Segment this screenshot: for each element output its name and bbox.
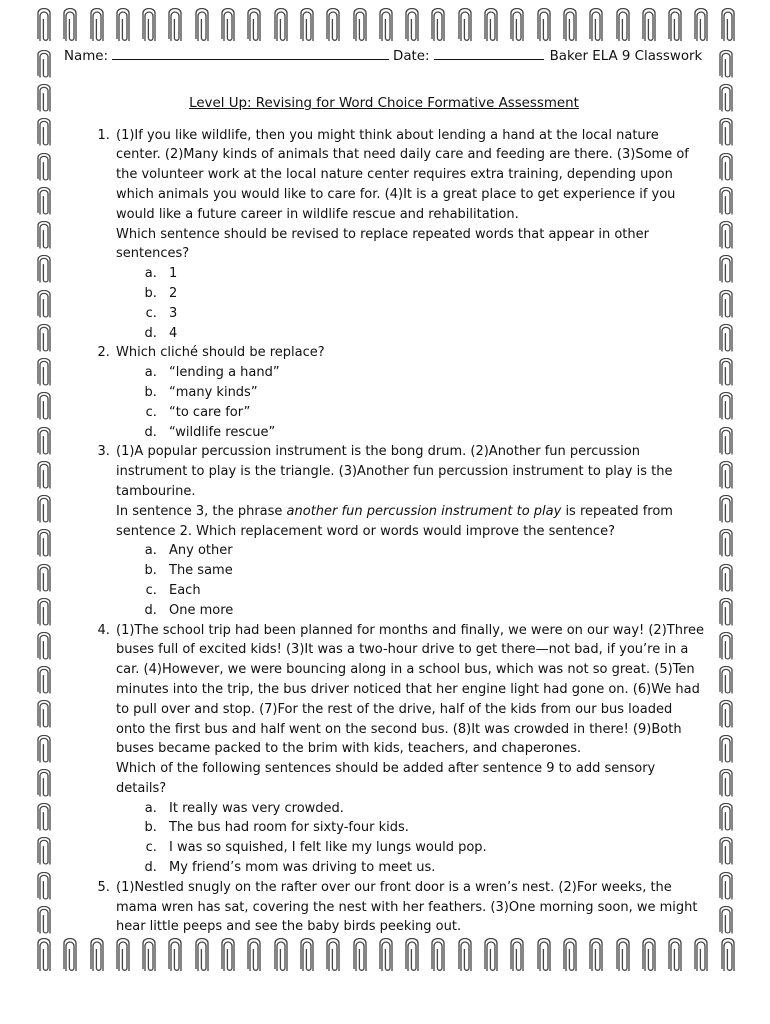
paperclip-icon xyxy=(36,666,52,696)
paperclip-icon xyxy=(615,8,631,44)
paperclip-icon xyxy=(718,700,734,730)
question-3-passage: 3. (1)A popular percussion instrument is the bong drum. (2)Another fun percussion instrument to play is the triangle. (3)Another fun percussion instrument to play is the tambourine. xyxy=(116,444,673,499)
paperclip-icon xyxy=(36,427,52,457)
answer-option: b. The same xyxy=(161,561,704,581)
paperclip-icon xyxy=(562,8,578,44)
paperclip-icon xyxy=(615,938,631,974)
paperclip-icon xyxy=(667,938,683,974)
paperclip-border-top xyxy=(36,8,736,48)
paperclip-icon xyxy=(378,938,394,974)
question-list xyxy=(64,126,704,938)
question-4 xyxy=(114,621,704,878)
paperclip-icon xyxy=(36,358,52,388)
paperclip-icon xyxy=(36,803,52,833)
paperclip-icon xyxy=(483,8,499,44)
paperclip-icon xyxy=(115,8,131,44)
question-2-options xyxy=(116,363,704,442)
answer-option: a. Any other xyxy=(161,541,704,561)
question-4-options xyxy=(116,799,704,878)
paperclip-icon xyxy=(718,255,734,285)
paperclip-icon xyxy=(718,906,734,936)
paperclip-icon xyxy=(718,598,734,628)
answer-option: d. One more xyxy=(161,601,704,621)
paperclip-icon xyxy=(141,938,157,974)
paperclip-icon xyxy=(588,938,604,974)
paperclip-icon xyxy=(36,84,52,114)
worksheet xyxy=(64,47,704,937)
paperclip-icon xyxy=(194,938,210,974)
paperclip-icon xyxy=(718,529,734,559)
paperclip-icon xyxy=(36,187,52,217)
answer-option: c. 3 xyxy=(161,304,704,324)
paperclip-border-bottom xyxy=(36,938,736,978)
paperclip-icon xyxy=(89,938,105,974)
paperclip-icon xyxy=(562,938,578,974)
prompt-italic-phrase: another fun percussion instrument to play xyxy=(286,503,562,519)
paperclip-icon xyxy=(720,938,736,974)
answer-option: a. “lending a hand” xyxy=(161,363,704,383)
paperclip-icon xyxy=(378,8,394,44)
paperclip-icon xyxy=(36,324,52,354)
paperclip-icon xyxy=(352,938,368,974)
paperclip-icon xyxy=(36,837,52,867)
paperclip-icon xyxy=(718,392,734,422)
paperclip-icon xyxy=(36,769,52,799)
name-label: Name: xyxy=(64,49,109,64)
paperclip-icon xyxy=(404,938,420,974)
answer-option: d. My friend’s mom was driving to meet us. xyxy=(161,858,704,878)
paperclip-border-left xyxy=(36,50,52,936)
paperclip-icon xyxy=(718,290,734,320)
paperclip-icon xyxy=(641,938,657,974)
question-4-passage: 4. (1)The school trip had been planned for months and finally, we were on our way! (2)Three buses full of excited kids! (3)It was a two-hour drive to get there—not bad, if you’re in a car. (4)However, we were bouncing along in a school bus, which was not so great. (5)Ten minutes into the trip, the bus driver noticed that her engine light had gone on. (6)We had to pull over and stop. (7)For the rest of the drive, half of the kids from our bus loaded onto the first bus and half went on the second bus. (8)It was crowded in there! (9)Both buses became packed to the brim with kids, teachers, and chaperones. xyxy=(116,622,705,757)
paperclip-icon xyxy=(36,700,52,730)
paperclip-icon xyxy=(667,8,683,44)
paperclip-icon xyxy=(718,769,734,799)
paperclip-icon xyxy=(718,837,734,867)
paperclip-icon xyxy=(36,8,52,44)
question-2-prompt: 2. Which cliché should be replace? xyxy=(116,345,325,361)
paperclip-icon xyxy=(141,8,157,44)
paperclip-icon xyxy=(536,938,552,974)
paperclip-icon xyxy=(36,598,52,628)
answer-option: d. “wildlife rescue” xyxy=(161,423,704,443)
answer-option: b. “many kinds” xyxy=(161,383,704,403)
paperclip-icon xyxy=(299,8,315,44)
paperclip-icon xyxy=(457,938,473,974)
paperclip-icon xyxy=(718,461,734,491)
paperclip-icon xyxy=(273,8,289,44)
name-blank[interactable] xyxy=(112,47,389,60)
question-2 xyxy=(114,343,704,442)
assessment-title: Level Up: Revising for Word Choice Formative Assessment xyxy=(189,95,579,111)
paperclip-icon xyxy=(36,153,52,183)
paperclip-icon xyxy=(718,872,734,902)
question-1-passage: 1. (1)If you like wildlife, then you might think about lending a hand at the local nature center. (2)Many kinds of animals that need daily care and feeding are there. (3)Some of the volunteer work at the local nature center requires extra training, depending upon which animals you would like to care for. (4)It is a great place to get experience if you would like a future career in wildlife rescue and rehabilitation. xyxy=(116,127,689,222)
paperclip-icon xyxy=(430,938,446,974)
paperclip-icon xyxy=(89,8,105,44)
paperclip-icon xyxy=(62,8,78,44)
paperclip-icon xyxy=(220,938,236,974)
paperclip-icon xyxy=(36,872,52,902)
paperclip-icon xyxy=(536,8,552,44)
paperclip-icon xyxy=(718,84,734,114)
question-1 xyxy=(114,126,704,344)
answer-option: b. 2 xyxy=(161,284,704,304)
paperclip-icon xyxy=(404,8,420,44)
paperclip-icon xyxy=(483,938,499,974)
paperclip-icon xyxy=(325,8,341,44)
paperclip-icon xyxy=(718,427,734,457)
question-5 xyxy=(114,878,704,937)
answer-option: b. The bus had room for sixty-four kids. xyxy=(161,818,704,838)
question-1-options xyxy=(116,264,704,343)
question-3-options xyxy=(116,541,704,620)
paperclip-icon xyxy=(36,221,52,251)
paperclip-icon xyxy=(36,255,52,285)
paperclip-icon xyxy=(718,666,734,696)
question-3-prompt xyxy=(116,502,704,542)
paperclip-icon xyxy=(167,8,183,44)
worksheet-header xyxy=(64,47,704,67)
class-label: Baker ELA 9 Classwork xyxy=(549,49,703,64)
answer-option: d. 4 xyxy=(161,324,704,344)
paperclip-icon xyxy=(36,50,52,80)
paperclip-icon xyxy=(36,290,52,320)
paperclip-icon xyxy=(718,495,734,525)
paperclip-icon xyxy=(641,8,657,44)
answer-option: c. Each xyxy=(161,581,704,601)
paperclip-icon xyxy=(588,8,604,44)
paperclip-icon xyxy=(693,938,709,974)
paperclip-icon xyxy=(509,938,525,974)
paperclip-border-right xyxy=(718,50,734,936)
date-label: Date: xyxy=(393,49,430,64)
paperclip-icon xyxy=(430,8,446,44)
answer-option: c. I was so squished, I felt like my lungs would pop. xyxy=(161,838,704,858)
paperclip-icon xyxy=(457,8,473,44)
question-1-prompt: Which sentence should be revised to replace repeated words that appear in other sentences? xyxy=(116,226,649,262)
paperclip-icon xyxy=(115,938,131,974)
paperclip-icon xyxy=(194,8,210,44)
paperclip-icon xyxy=(36,938,52,974)
paperclip-icon xyxy=(693,8,709,44)
paperclip-icon xyxy=(273,938,289,974)
paperclip-icon xyxy=(36,118,52,148)
paperclip-icon xyxy=(718,118,734,148)
paperclip-icon xyxy=(718,803,734,833)
paperclip-icon xyxy=(718,564,734,594)
answer-option: a. It really was very crowded. xyxy=(161,799,704,819)
paperclip-icon xyxy=(718,221,734,251)
paperclip-icon xyxy=(352,8,368,44)
paperclip-icon xyxy=(720,8,736,44)
paperclip-icon xyxy=(718,632,734,662)
answer-option: a. 1 xyxy=(161,264,704,284)
prompt-text: In sentence 3, the phrase xyxy=(116,503,287,519)
paperclip-icon xyxy=(718,735,734,765)
paperclip-icon xyxy=(718,187,734,217)
paperclip-icon xyxy=(36,632,52,662)
paperclip-icon xyxy=(36,529,52,559)
paperclip-icon xyxy=(718,324,734,354)
paperclip-icon xyxy=(36,495,52,525)
paperclip-icon xyxy=(36,564,52,594)
paperclip-icon xyxy=(220,8,236,44)
paperclip-icon xyxy=(718,153,734,183)
question-5-passage: 5. (1)Nestled snugly on the rafter over our front door is a wren’s nest. (2)For weeks, the mama wren has sat, covering the nest with her feathers. (3)One morning soon, we might hear little peeps and see the baby birds peeking out. xyxy=(116,879,698,935)
prompt-text: is repeated from sentence 2. Which replacement word or words would improve the sentence? xyxy=(116,503,673,539)
paperclip-icon xyxy=(167,938,183,974)
question-3 xyxy=(114,442,704,620)
paperclip-icon xyxy=(36,392,52,422)
paperclip-icon xyxy=(246,8,262,44)
paperclip-icon xyxy=(325,938,341,974)
question-4-prompt: Which of the following sentences should be added after sentence 9 to add sensory details? xyxy=(116,761,656,796)
paperclip-icon xyxy=(246,938,262,974)
paperclip-icon xyxy=(36,461,52,491)
answer-option: c. “to care for” xyxy=(161,403,704,423)
paperclip-icon xyxy=(509,8,525,44)
paperclip-icon xyxy=(299,938,315,974)
date-blank[interactable] xyxy=(434,47,544,60)
paperclip-icon xyxy=(62,938,78,974)
paperclip-icon xyxy=(718,50,734,80)
paperclip-icon xyxy=(36,906,52,936)
paperclip-icon xyxy=(718,358,734,388)
paperclip-icon xyxy=(36,735,52,765)
